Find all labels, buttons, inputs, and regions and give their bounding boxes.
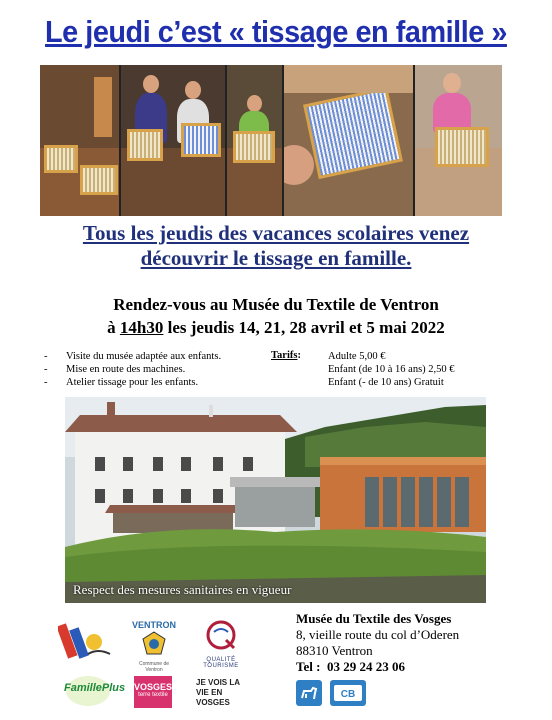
list-item [44,350,221,363]
rendezvous-time: 14h30 [119,318,164,337]
vosges-terre-textile-logo [134,676,174,710]
activity-text: Mise en route des machines. [66,364,186,375]
photo-tile-3 [227,65,282,216]
building-illustration [65,397,486,603]
tarifs-list [328,350,455,389]
credit-card-icon [330,680,366,706]
activities-list [44,350,221,389]
subtitle-line-1: Tous les jeudis des vacances scolaires venez [82,221,470,245]
tarifs-label-text: Tarifs [271,350,298,361]
museum-name: Musée du Textile des Vosges [296,611,452,626]
spinning-mill-logo [58,620,112,662]
subtitle [40,221,512,271]
poster-title: Le jeudi c’est « tissage en famille » [45,14,507,49]
ventron-logo-text: VENTRON [131,620,176,630]
museum-building-photo [65,397,486,603]
ventron-logo [130,620,178,673]
tarif-child-10-16: Enfant (de 10 à 16 ans) 2,50 € [328,364,455,375]
photo-tile-2 [121,65,225,216]
photo-tile-1 [40,65,119,216]
vosges-text: VOSGES [134,682,173,692]
famille-plus-text: FamillePlus [64,682,126,694]
je-vois-la-vie-en-vosges-logo: JE VOIS LA VIE EN VOSGES [196,678,240,707]
bullet: - [44,377,48,388]
qualite-tourisme-text: QUALITÉ TOURISME [203,657,239,669]
rendezvous-info [20,293,532,339]
dog-allowed-icon [296,680,322,706]
tarifs-colon: : [297,350,301,361]
museum-address-line-2: 88310 Ventron [296,643,373,658]
photo-tile-5 [415,65,502,216]
rendezvous-prefix: à [107,318,120,337]
bullet: - [44,351,48,362]
subtitle-line-2: découvrir le tissage en famille. [140,246,412,270]
activity-text: Visite du musée adaptée aux enfants. [66,351,222,362]
qualite-tourisme-icon [204,618,238,652]
ventron-emblem-icon [141,630,167,656]
ventron-logo-subtext: Commune de Ventron [138,661,169,673]
rendezvous-datetime [20,316,532,339]
list-item [44,363,221,376]
museum-phone [296,659,459,675]
tarifs-label [271,350,301,361]
list-item [44,376,221,389]
famille-plus-logo [62,674,126,714]
qualite-tourisme-logo [196,618,246,668]
museum-address-line-1: 8, vieille route du col d’Oderen [296,627,460,642]
phone-number: 03 29 24 23 06 [326,659,405,674]
photo-caption: Respect des mesures sanitaires en vigueur [73,582,292,597]
photo-tile-4 [284,65,413,216]
svg-text:CB: CB [340,689,356,700]
weaving-photo-strip [40,65,502,216]
vosges-subtext: terre textile [138,692,168,698]
rendezvous-dates: les jeudis 14, 21, 28 avril et 5 mai 2022 [163,318,445,337]
tarif-adult: Adulte 5,00 € [328,351,386,362]
phone-label: Tel : [296,659,321,674]
tarif-child-under-10: Enfant (- de 10 ans) Gratuit [328,377,444,388]
rendezvous-location: Rendez-vous au Musée du Textile de Ventron [113,295,439,314]
museum-address [296,611,459,675]
activity-text: Atelier tissage pour les enfants. [66,377,199,388]
bullet: - [44,364,48,375]
